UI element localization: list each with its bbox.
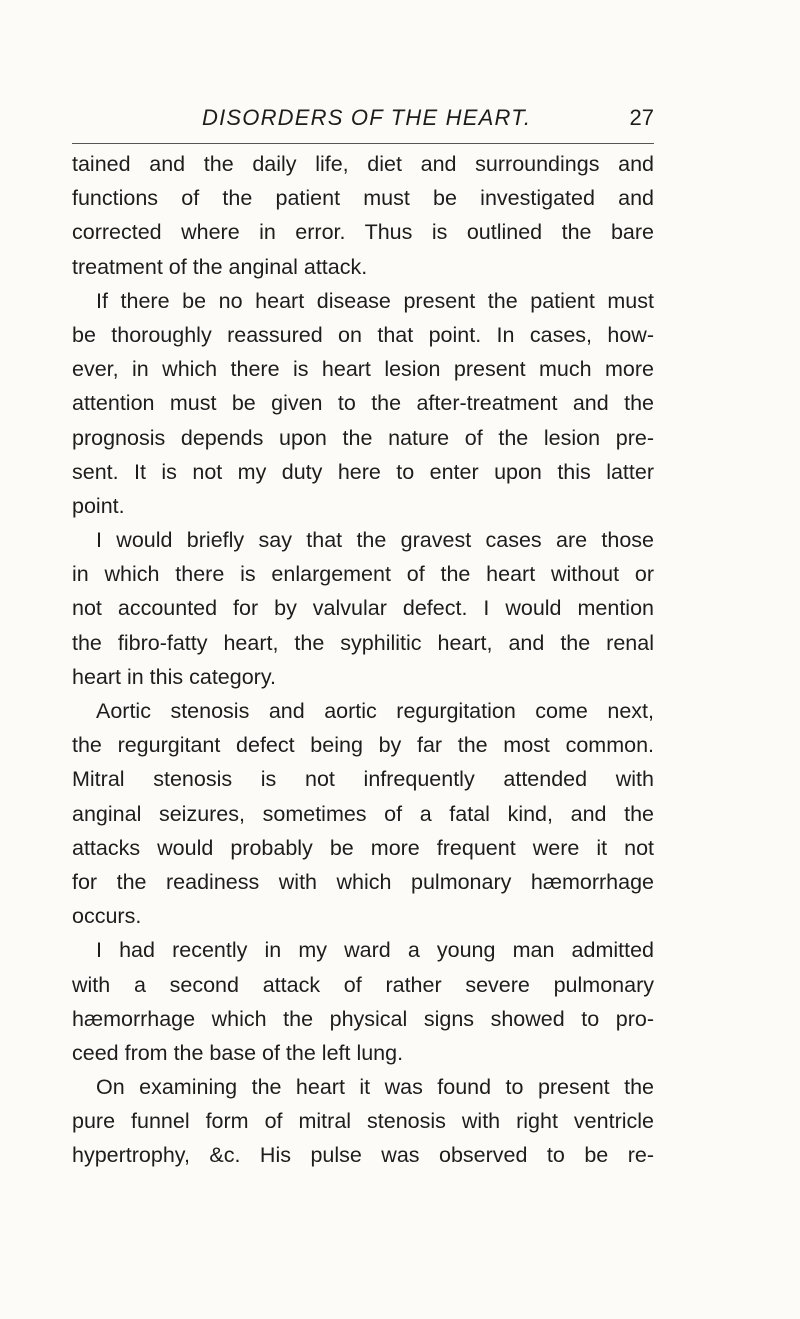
text-line: be thoroughly reassured on that point. In cases, how- (72, 322, 654, 347)
text-line: point. (72, 493, 125, 518)
text-line: the fibro-fatty heart, the syphilitic heart, and the renal (72, 630, 654, 655)
text-line: Mitral stenosis is not infrequently attended with (72, 767, 654, 792)
text-line: If there be no heart disease present the patient must (96, 288, 654, 313)
text-line: the regurgitant defect being by far the most common. (72, 733, 654, 758)
text-line: anginal seizures, sometimes of a fatal kind, and the (72, 801, 654, 826)
text-line: with a second attack of rather severe pulmonary (72, 972, 654, 997)
running-head (72, 102, 654, 134)
text-line: attention must be given to the after-treatment and the (72, 391, 654, 416)
text-line: corrected where in error. Thus is outlined the bare (72, 220, 654, 245)
text-line: Aortic stenosis and aortic regurgitation come next, (96, 699, 654, 723)
text-line: pure funnel form of mitral stenosis with right ventricle (72, 1109, 654, 1134)
text-line: not accounted for by valvular defect. I would mention (72, 596, 654, 621)
text-line: treatment of the anginal attack. (72, 254, 368, 279)
text-line: I would briefly say that the gravest cases are those (96, 528, 654, 553)
text-line: prognosis depends upon the nature of the lesion pre- (72, 425, 654, 450)
text-line: sent. It is not my duty here to enter upon this latter (72, 459, 654, 484)
text-line: heart in this category. (72, 664, 276, 689)
text-line: tained and the daily life, diet and surroundings and (72, 152, 654, 176)
running-title: DISORDERS OF THE HEART. (202, 105, 532, 130)
page-number: 27 (629, 105, 654, 130)
text-line: On examining the heart it was found to present the (96, 1075, 654, 1100)
text-line: attacks would probably be more frequent were it not (72, 835, 654, 860)
header-rule (72, 143, 654, 144)
text-line: functions of the patient must be investigated and (72, 186, 654, 211)
text-line: for the readiness with which pulmonary hæmorrhage (72, 869, 654, 894)
text-line: hypertrophy, &c. His pulse was observed to be re- (72, 1143, 654, 1168)
text-line: hæmorrhage which the physical signs showed to pro- (72, 1006, 654, 1031)
text-line: I had recently in my ward a young man admitted (96, 938, 654, 963)
body-text (72, 147, 654, 1173)
text-line: ever, in which there is heart lesion present much more (72, 357, 654, 382)
text-line: occurs. (72, 904, 142, 929)
text-line: ceed from the base of the left lung. (72, 1040, 404, 1065)
text-line: in which there is enlargement of the heart without or (72, 562, 654, 587)
